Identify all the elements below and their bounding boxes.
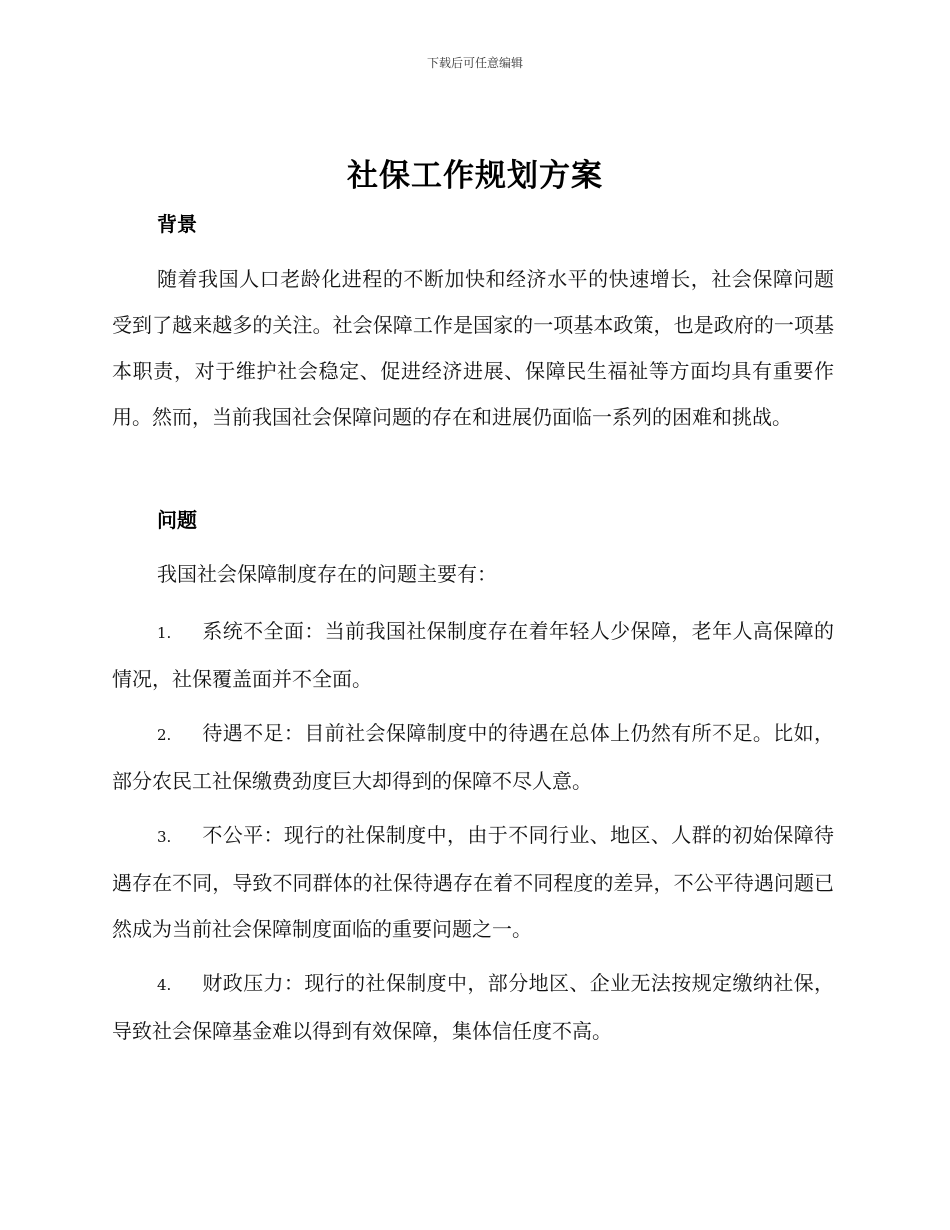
- list-number: 1.: [157, 624, 172, 642]
- list-item: [112, 608, 834, 702]
- list-item: [112, 812, 834, 952]
- list-text: 财政压力：现行的社保制度中，部分地区、企业无法按规定缴纳社保，导致社会保障基金难以得到有效保障，集体信任度不高。: [112, 971, 834, 1043]
- header-note: 下载后可任意编辑: [426, 56, 523, 70]
- list-text: 系统不全面：当前我国社保制度存在着年轻人少保障，老年人高保障的情况，社保覆盖面并不全面。: [112, 619, 834, 691]
- list-item: [112, 710, 834, 804]
- list-text: 不公平：现行的社保制度中，由于不同行业、地区、人群的初始保障待遇存在不同，导致不同群体的社保待遇存在着不同程度的差异，不公平待遇问题已然成为当前社会保障制度面临的重要问题之一。: [112, 823, 834, 941]
- list-number: 4.: [157, 976, 172, 994]
- document-title: 社保工作规划方案: [347, 158, 603, 194]
- list-number: 3.: [157, 828, 172, 846]
- background-paragraph: 随着我国人口老龄化进程的不断加快和经济水平的快速增长，社会保障问题受到了越来越多的关注。社会保障工作是国家的一项基本政策，也是政府的一项基本职责，对于维护社会稳定、促进经济进展、保障民生福祉等方面均具有重要作用。然而，当前我国社会保障问题的存在和进展仍面临一系列的困难和挑战。: [112, 267, 834, 429]
- list-number: 2.: [157, 726, 172, 744]
- list-text: 待遇不足：目前社会保障制度中的待遇在总体上仍然有所不足。比如，部分农民工社保缴费劲度巨大却得到的保障不尽人意。: [112, 721, 834, 793]
- section-heading-problems: 问题: [157, 508, 197, 532]
- section-heading-background: 背景: [157, 212, 197, 236]
- problems-intro: 我国社会保障制度存在的问题主要有：: [157, 562, 497, 586]
- list-item: [112, 960, 834, 1054]
